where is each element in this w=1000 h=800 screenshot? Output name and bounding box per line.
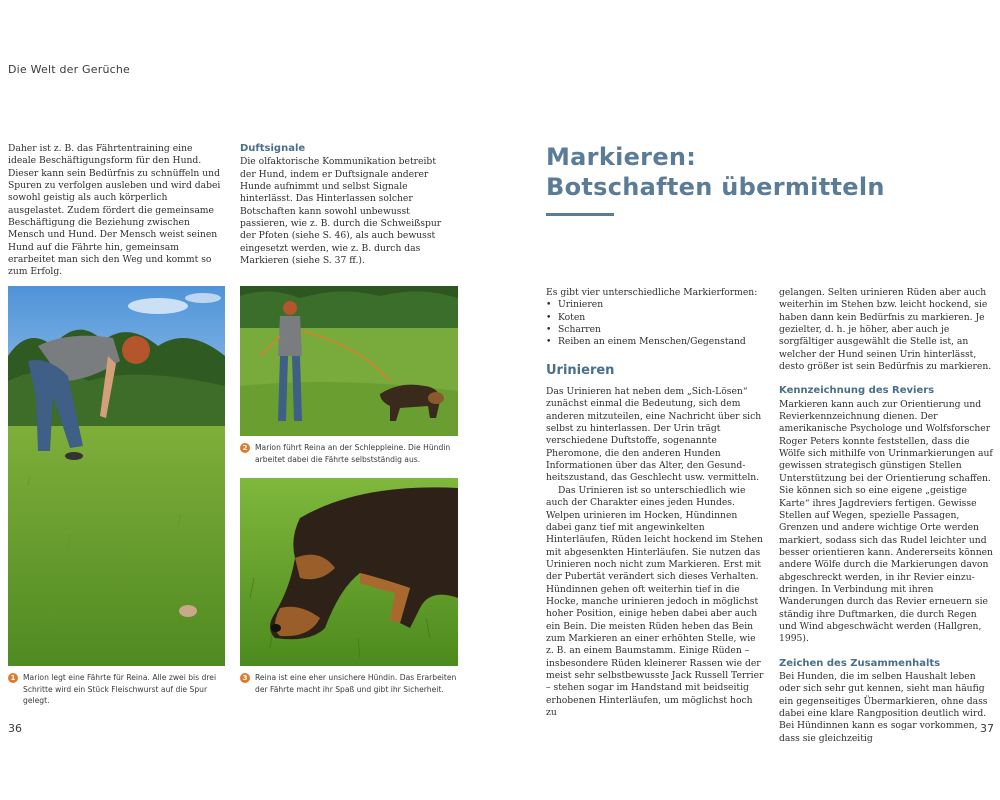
caption-number-badge: 2 <box>240 443 250 453</box>
running-head: Die Welt der Gerüche <box>8 63 130 76</box>
right-column-1 <box>546 287 764 719</box>
caption-text: Reina ist eine eher unsichere Hündin. Das Erarbeiten der Fährte macht ihr Spaß und gibt ihr Sicherheit. <box>255 673 457 694</box>
photo-reina-sniffing <box>240 478 458 666</box>
page-number-left: 36 <box>8 722 22 735</box>
caption-text: Marion legt eine Fährte für Reina. Alle zwei bis drei Schritte wird ein Stück Fleischwurst auf die Spur gelegt. <box>23 673 217 705</box>
list-item: • Scharren <box>546 324 764 336</box>
markierformen-list <box>546 299 764 348</box>
photo-marion-with-reina-on-lead <box>240 286 458 436</box>
intro-paragraph <box>8 143 223 279</box>
intro-text: Daher ist z. B. das Fährtentraining eine ideale Beschäftigungsform für den Hund. Dieser kann sein Bedürfnis zu schnüffeln und Spuren zu verfolgen ausleben und wird dabei sowohl geistig als auch körperlich ausgelastet. Zudem fördert die gemeinsame Beschäftigung die Beziehung zwischen Mensch und Hund. Der Mensch weist seinen Hund auf die Fährte hin, gemeinsam erarbeitet man sich den Weg und kommt so zum Erfolg. <box>8 143 221 278</box>
chapter-title <box>546 142 966 202</box>
caption-photo-1 <box>8 672 228 707</box>
caption-photo-3 <box>240 672 458 695</box>
revier-heading: Kennzeichnung des Reviers <box>779 385 935 397</box>
list-item: • Koten <box>546 312 764 324</box>
list-item: • Reiben an einem Menschen/Gegenstand <box>546 336 764 348</box>
caption-number-badge: 1 <box>8 673 18 683</box>
urinieren-paragraph-2: Das Urinieren ist so unterschiedlich wie auch der Charakter eines jeden Hundes. Welpen urinieren im Hocken, Hündinnen dabei ganz tief mit angewinkelten Hinterläufen, Rüden leicht hockend im Stehen mit abgesenkten Hinterläufen. Sie nutzen das Urinieren noch nicht zum Markieren. Erst mit der Pubertät verändert sich dieses Verhalten. Hündinnen gehen oft weiterhin tief in die Hocke, manche urinieren jedoch in möglichst hoher Position, einige heben dabei aber auch ein Bein. Die meisten Rüden heben das Bein zum Markieren an einer erhöhten Stelle, wie z. B. an einem Baumstamm. Einige Rüden – insbesondere Rüden kleinerer Rassen wie der meist sehr selbstbewusste Jack Russell Terrier – stehen sogar im Handstand mit beidseitig erhobenen Hinterläufen, um möglichst hoch zu <box>546 484 764 718</box>
duftsignale-text: Die olfaktorische Kommunikation betreibt der Hund, indem er Duftsignale anderer Hunde aufnimmt und selbst Signale hinterlässt. Das Hinterlassen solcher Botschaften kann sowohl unbewusst passieren, wie z. B. durch die Schweißspur der Pfoten (siehe S. 46), als auch bewusst eingesetzt werden, wie z. B. durch das Markieren (siehe S. 37 ff.). <box>240 156 442 267</box>
duftsignale-heading: Duftsignale <box>240 143 306 154</box>
zusammenhalt-text: Bei Hunden, die im selben Haushalt leben oder sich sehr gut kennen, sieht man häufig ein gegenseitiges Übermarkieren, ohne dass dabei eine klare Rangposition deutlich wird. Bei Hündinnen kann es sogar vorkommen, dass sie gleichzeitig <box>779 670 988 744</box>
revier-text: Markieren kann auch zur Orientierung und Revierkennzeichnung dienen. Der amerikanische Psychologe und Wolfsforscher Roger Peters konnte feststellen, dass die Wölfe sich mithilfe von Urinmarkierungen auf gewissen strategisch günstigen Stellen Unterstützung bei der Orientierung schaffen. Sie können sich so eine eigene „geistige Karte“ ihres Jagdreviers fertigen. Gewisse Stellen auf Wegen, spezielle Passagen, Grenzen und andere wichtige Orte werden markiert, sodass sich das Rudel leichter und besser orientieren kann. Andererseits können andere Wölfe durch die Markierungen davon abgeschreckt werden, in ihr Revier einzudringen. In Verbindung mit ihren Wanderungen durch das Revier erneuern sie ständig ihre Duftmarken, die durch Regen und Wind abgeschwächt werden (Hallgren, 1995). <box>779 398 993 645</box>
chapter-title-line-2: Botschaften übermitteln <box>546 173 885 201</box>
chapter-title-line-1: Markieren: <box>546 143 697 171</box>
zusammenhalt-heading: Zeichen des Zusammenhalts <box>779 657 941 669</box>
right-column-2 <box>779 287 997 745</box>
title-underline-rule <box>546 213 614 216</box>
caption-text: Marion führt Reina an der Schleppleine. Die Hündin arbeitet dabei die Fährte selbstständig aus. <box>255 443 451 464</box>
caption-photo-2 <box>240 442 458 465</box>
urinieren-paragraph-1: Das Urinieren hat neben dem „Sich-Lösen“ zunächst einmal die Bedeutung, sich dem anderen mitzuteilen, eine Nachricht über sich selbst zu hinterlassen. Der Urin trägt verschiedene Duftstoffe, sogenannte Pheromone, die den anderen Hunden Informationen über das Alter, den Gesundheitszustand, das Geschlecht usw. vermitteln. <box>546 386 762 484</box>
urinieren-continued: gelangen. Selten urinieren Rüden aber auch weiterhin im Stehen bzw. leicht hockend, sie haben dann kein Bedürfnis zu markieren. Je gezielter, d. h. je höher, aber auch je sorgfältiger ausgewählt die Stelle ist, an welcher der Hund seinen Urin hinterlässt, desto größer ist sein Bedürfnis zu markieren. <box>779 287 992 373</box>
duftsignale-section <box>240 143 445 267</box>
urinieren-heading: Urinieren <box>546 362 615 378</box>
markierformen-intro: Es gibt vier unterschiedliche Markierformen: <box>546 287 758 298</box>
caption-number-badge: 3 <box>240 673 250 683</box>
photo-marion-laying-track <box>8 286 225 666</box>
page-number-right: 37 <box>980 722 994 735</box>
list-item: • Urinieren <box>546 299 764 311</box>
